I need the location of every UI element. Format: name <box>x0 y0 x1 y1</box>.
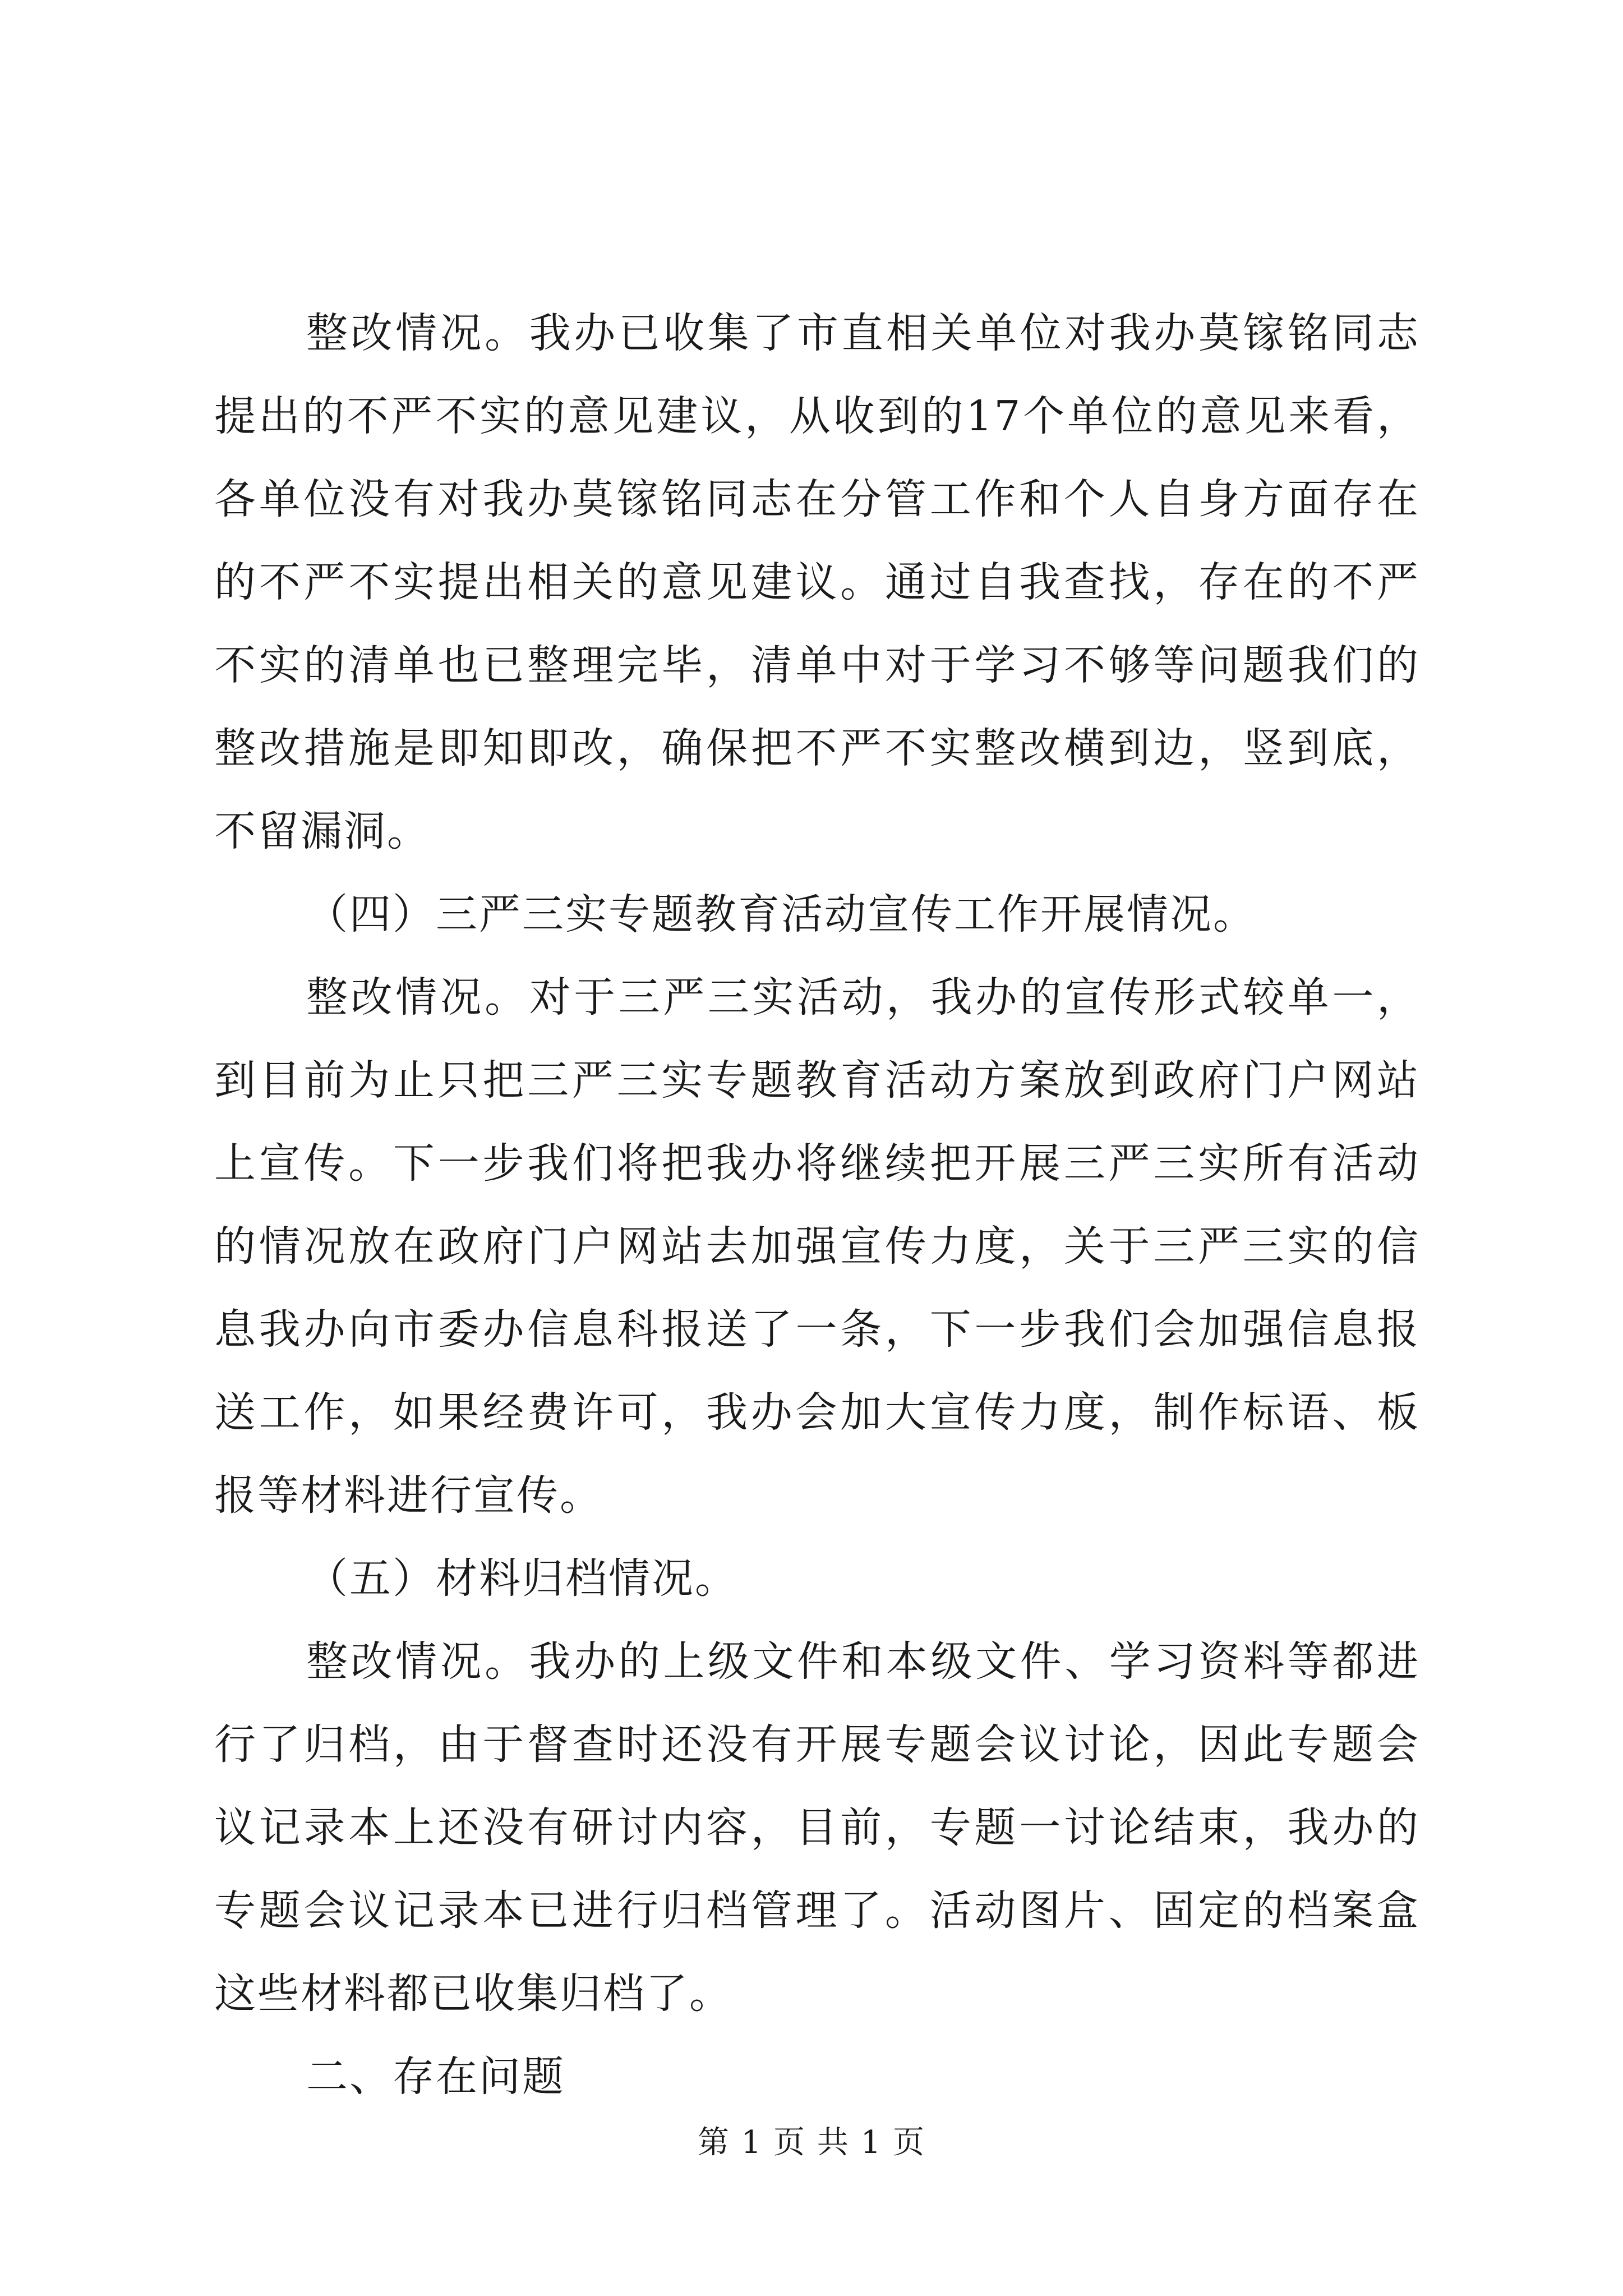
paragraph-rectification-archiving: 整改情况。我办的上级文件和本级文件、学习资料等都进行了归档，由于督查时还没有开展专题会议讨论，因此专题会议记录本上还没有研讨内容，目前，专题一讨论结束，我办的专题会议记录本已进行归档管理了。活动图片、固定的档案盒这些材料都已收集归档了。 <box>214 1637 1420 2018</box>
section-heading-publicity: （四）三严三实专题教育活动宣传工作开展情况。 <box>306 890 1256 938</box>
section-heading-existing-problems: 二、存在问题 <box>306 2053 565 2101</box>
page-footer: 第 1 页 共 1 页 <box>697 2124 926 2161</box>
paragraph-rectification-opinions: 整改情况。我办已收集了市直相关单位对我办莫镓铭同志提出的不严不实的意见建议，从收到的17个单位的意见来看，各单位没有对我办莫镓铭同志在分管工作和个人自身方面存在的不严不实提出相关的意见建议。通过自我查找，存在的不严不实的清单也已整理完毕，清单中对于学习不够等问题我们的整改措施是即知即改，确保把不严不实整改横到边，竖到底，不留漏洞。 <box>214 309 1420 855</box>
section-heading-archiving: （五）材料归档情况。 <box>306 1554 738 1603</box>
paragraph-rectification-publicity: 整改情况。对于三严三实活动，我办的宣传形式较单一，到目前为止只把三严三实专题教育活动方案放到政府门户网站上宣传。下一步我们将把我办将继续把开展三严三实所有活动的情况放在政府门户网站去加强宣传力度，关于三严三实的信息我办向市委办信息科报送了一条，下一步我们会加强信息报送工作，如果经费许可，我办会加大宣传力度，制作标语、板报等材料进行宣传。 <box>214 973 1420 1520</box>
document-body <box>214 292 1420 2118</box>
